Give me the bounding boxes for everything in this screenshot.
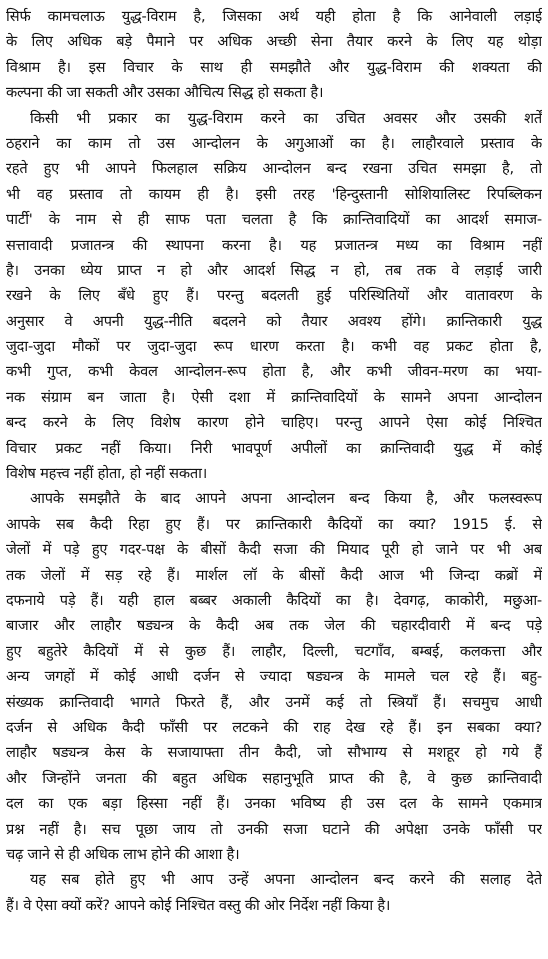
text-line: पार्टी' के नाम से ही साफ पता चलता है कि क्रान्तिवादियों का आदर्श समाज- — [6, 211, 542, 229]
text-line: आपके समझौते के बाद आपने अपना आन्दोलन बन्द किया है, और फलस्वरूप — [30, 490, 542, 508]
text-line: रखने के लिए बँधे हुए हैं। परन्तु बदलती हुई परिस्थितियों और वातावरण के — [6, 287, 542, 305]
text-line: चढ़ जाने से ही अधिक लाभ होने की आशा है। — [6, 845, 240, 863]
text-line: विशेष महत्त्व नहीं होता, हो नहीं सकता। — [6, 465, 208, 483]
text-line: बाजार और लाहौर षड्यन्त्र के कैदी अब तक जेल की चहारदीवारी में बन्द पड़े — [6, 617, 542, 635]
text-line: हुए बहुतेरे कैदियों में से कुछ हैं। लाहौर, दिल्ली, चटगाँव, बम्बई, कलकत्ता और — [6, 642, 542, 660]
text-line: किसी भी प्रकार का युद्ध-विराम करने का उचित अवसर और उसकी शर्तें — [30, 109, 542, 127]
text-line: भी वह प्रस्ताव तो कायम ही है। इसी तरह 'हिन्दुस्तानी सोशियालिस्ट रिपब्लिकन — [6, 185, 542, 203]
text-line: जुदा-जुदा मौकों पर जुदा-जुदा रूप धारण करता है। कभी वह प्रकट होता है, — [6, 338, 542, 356]
text-line: तक जेलों में सड़ रहे हैं। मार्शल लॉ के बीसों कैदी आज भी जिन्दा कब्रों में — [6, 566, 542, 584]
text-line: आपके सब कैदी रिहा हुए हैं। पर क्रान्तिकारी कैदियों का क्या? 1915 ई. से — [6, 515, 542, 533]
text-line: संख्यक क्रान्तिवादी भागते फिरते हैं, और उनमें कई तो स्त्रियाँ हैं। सचमुच आधी — [6, 693, 542, 711]
body-text — [6, 4, 542, 918]
text-line: विचार प्रकट नहीं किया। निरी भावपूर्ण अपीलों का क्रान्तिवादी युद्ध में कोई — [6, 439, 542, 457]
text-line: सत्तावादी प्रजातन्त्र की स्थापना करना है। यह प्रजातन्त्र मध्य का विश्राम नहीं — [6, 236, 542, 254]
text-line: ठहराने का काम तो उस आन्दोलन के अगुआओं का है। लाहौरवाले प्रस्ताव के — [6, 134, 542, 152]
text-line: प्रश्न नहीं है। सच पूछा जाय तो उनकी सजा घटाने की अपेक्षा उनके फाँसी पर — [6, 820, 542, 838]
text-line: दल का एक बड़ा हिस्सा नहीं हैं। उनका भविष्य ही उस दल के सामने एकमात्र — [6, 795, 542, 813]
text-line: अन्य जगहों में कोई आधी दर्जन से ज्यादा षड्यन्त्र के मामले चल रहे हैं। बहु- — [6, 668, 542, 686]
text-line: है। उनका ध्येय प्राप्त न हो और आदर्श सिद्ध न हो, तब तक वे लड़ाई जारी — [6, 261, 542, 279]
text-line: विश्राम है। इस विचार के साथ ही समझौते और युद्ध-विराम की शक्यता की — [6, 58, 542, 76]
text-line: दफनाये पड़े हैं। यही हाल बब्बर अकाली कैदियों का है। देवगढ़, काकोरी, मछुआ- — [6, 591, 542, 609]
text-line: के लिए अधिक बड़े पैमाने पर अधिक अच्छी सेना तैयार करने के लिए यह थोड़ा — [6, 33, 542, 51]
text-line: अनुसार वे अपनी युद्ध-नीति बदलने को तैयार अवश्य होंगे। क्रान्तिकारी युद्ध — [6, 312, 542, 330]
text-line: रहते हुए भी आपने फिलहाल सक्रिय आन्दोलन बन्द रखना उचित समझा है, तो — [6, 160, 542, 178]
text-line: सिर्फ कामचलाऊ युद्ध-विराम है, जिसका अर्थ यही होता है कि आनेवाली लड़ाई — [6, 8, 542, 25]
text-line: कल्पना की जा सकती और उसका औचित्य सिद्ध हो सकता है। — [6, 84, 324, 102]
text-line: दर्जन से अधिक कैदी फाँसी पर लटकने की राह देख रहे हैं। इन सबका क्या? — [6, 718, 542, 736]
text-line: लाहौर षड्यन्त्र केस के सजायाफ्ता तीन कैदी, जो सौभाग्य से मशहूर हो गये हैं — [6, 744, 542, 762]
text-line: नक संग्राम बन जाता है। ऐसी दशा में क्रान्तिवादियों के सामने अपना आन्दोलन — [6, 388, 542, 406]
text-line: यह सब होते हुए भी आप उन्हें अपना आन्दोलन बन्द करने की सलाह देते — [30, 871, 542, 889]
text-line: और जिन्होंने जनता की बहुत अधिक सहानुभूति प्राप्त की है, वे कुछ क्रान्तिवादी — [6, 769, 542, 787]
text-line: जेलों में पड़े हुए गदर-पक्ष के बीसों कैदी सजा की मियाद पूरी हो जाने पर भी अब — [6, 541, 542, 559]
text-line: कभी गुप्त, कभी केवल आन्दोलन-रूप होता है, और कभी जीवन-मरण का भया- — [6, 363, 542, 381]
text-line: हैं। वे ऐसा क्यों करें? आपने कोई निश्चित वस्तु की ओर निर्देश नहीं किया है। — [6, 896, 391, 914]
text-line: बन्द करने के लिए विशेष कारण होने चाहिए। परन्तु आपने ऐसा कोई निश्चित — [6, 414, 542, 432]
